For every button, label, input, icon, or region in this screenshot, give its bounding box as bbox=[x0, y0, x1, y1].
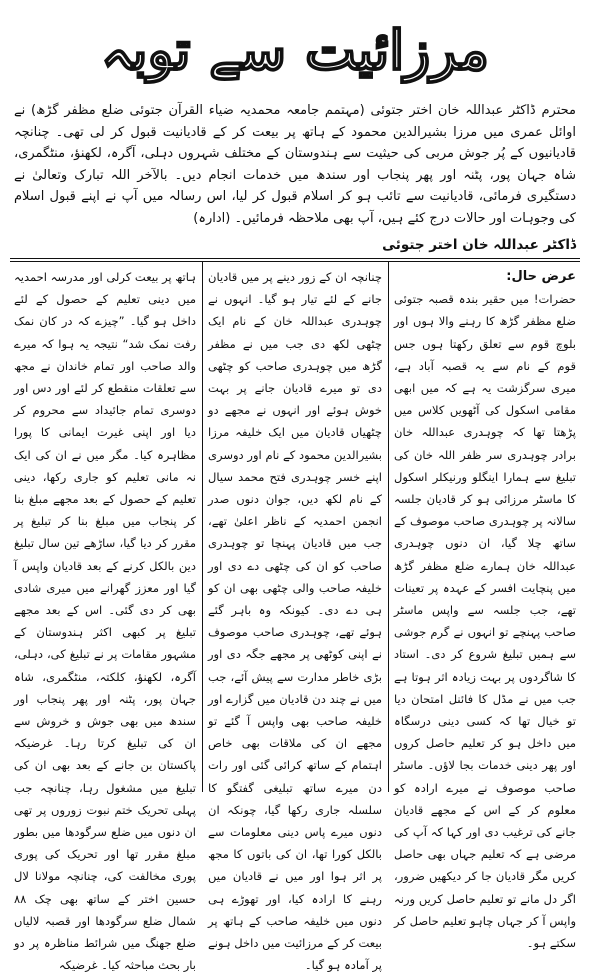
intro-paragraph: محترم ڈاکٹر عبداللہ خان اختر جتوئی (مہتمم جامعہ محمدیہ ضیاء القرآن جتوئی ضلع مظفر گڑھ) نے اوائل عمری میں مرزا بشیرالدین محمود کے ہاتھ پر بیعت کر کے قادیانیت قبول کر لی تھی۔ چنانچہ قادیانیوں کے پُر جوش مربی کی حیثیت سے ہندوستان کے مختلف شہروں دہلی، آگرہ، لکھنؤ، منٹگمری، شاہ جہان پور، پٹنہ اور پھر پنجاب اور سندھ میں خدمات انجام دیں۔ بالآخر اللہ تبارک وتعالیٰ نے دستگیری فرمائی، قادیانیت سے تائب ہو کر اسلام قبول کر لیا، اس رسالہ میں آپ نے اپنے قبول اسلام کی وجوہات اور حالات درج کئے ہیں، آپ بھی ملاحظہ فرمائیں۔ (ادارہ) bbox=[14, 103, 576, 226]
divider-line bbox=[10, 261, 580, 262]
column-divider bbox=[388, 262, 389, 792]
column-text: چنانچہ ان کے زور دینے پر میں قادیان جانے کے لئے تیار ہو گیا۔ انہوں نے چوہدری عبداللہ خان کے نام ایک چٹھی لکھ دی جب میں نے مظفر گڑھ میں چوہدری صاحب کو چٹھی دی تو میرے قادیان جانے پر بہت خوش ہوئے اور انہوں نے مجھے دو چٹھیاں قادیان میں ایک خلیفہ مرزا بشیرالدین محمود کے نام اور دوسری اپنے خسر چوہدری فتح محمد سیال کے نام لکھ دیں، جوان دنوں صدر انجمن احمدیہ کے ناظر اعلیٰ تھے، جب میں قادیان پہنچا تو چوہدری صاحب کو ان کی چٹھی دے دی اور خلیفہ صاحب والی چٹھی بھی ان کو ہی دے دی۔ کیونکہ وہ باہر گئے ہوئے تھے، چوہدری صاحب موصوف نے اپنی کوٹھی پر مجھے جگہ دی اور بڑی خاطر مدارت سے پیش آئے، جب میں نے چند دن قادیان میں گزارے اور خلیفہ صاحب بھی واپس آ گئے تو مجھے ان کی ملاقات بھی خاص اہتمام کے ساتھ کرائی گئی اور رات دن میرے ساتھ تبلیغی گفتگو کا سلسلہ جاری رکھا گیا، چونکہ ان دنوں میرے پاس دینی معلومات سے بالکل کورا تھا، ان کی باتوں کا مجھ پر اثر ہوا اور میں نے قادیان میں رہنے کا ارادہ کیا، اور تھوڑے ہی دنوں میں خلیفہ صاحب کے ہاتھ پر بیعت کر کے مرزائیت میں داخل ہونے پر آمادہ ہو گیا۔ bbox=[208, 270, 382, 973]
column-text: ہاتھ پر بیعت کرلی اور مدرسہ احمدیہ میں دینی تعلیم کے حصول کے لئے داخل ہو گیا۔ ”چیزے کہ در کان نمک رفت نمک شد“ نتیجہ یہ ہوا کہ میرے والد صاحب اور تمام خاندان نے مجھ سے تعلقات منقطع کر لئے اور دس اور دوسری تمام جائیداد سے محروم کر دیا اور اپنی غیرت ایمانی کا پورا مظاہرہ کیا۔ مگر میں نے ان کی ایک نہ مانی تعلیم کو جاری رکھا، دینی تعلیم کے حصول کے بعد مجھے مبلغ بنا کر پنجاب میں مبلغ بنا کر تبلیغ پر مقرر کر دیا گیا، ساڑھے تین سال تبلیغ دین بالکل کرنے کے بعد قادیان واپس آ گیا اور معزز گھرانے میں میری شادی بھی کر دی گئی۔ اس کے بعد مجھے تبلیغ پر کبھی اکثر ہندوستان کے مشہور مقامات پر نے تبلیغ کی، دہلی، آگرہ، لکھنؤ، کلکتہ، منٹگمری، شاہ جہان پور، پٹنہ اور پھر پنجاب اور سندھ میں بھی جوش و خروش سے ان کی تبلیغ کرتا رہا۔ غرضیکہ پاکستان بن جانے کے بعد بھی ان کی تبلیغ میں مشغول رہا، چنانچہ جب پہلی تحریک ختم نبوت زوروں پر تھی ان دنوں میں ضلع سرگودھا میں بطور مبلغ مقرر تھا اور تحریک کی پوری پوری مخالفت کی، چنانچہ مولانا لال حسین اختر کے ساتھ بھی چک ۸۸ شمال ضلع سرگودھا اور قصبہ لالیاں ضلع جھنگ میں شرائط مناظرہ پر دو بار بحث مباحثہ کیا۔ غرضیکہ bbox=[14, 270, 196, 973]
column-divider bbox=[202, 262, 203, 792]
article-column-right bbox=[394, 266, 576, 951]
section-heading: عرض حال: bbox=[506, 269, 576, 284]
column-text: حضرات! میں حقیر بندہ قصبہ جتوئی ضلع مظفر گڑھ کا رہنے والا ہوں اور بلوچ قوم سے تعلق رکھتا ہوں جس قوم کے نام سے یہ قصبہ آباد ہے، میری سرگزشت یہ ہے کہ میں ابھی مقامی اسکول کی آٹھویں کلاس میں پڑھتا تھا کہ چوہدری عبداللہ خان برادر چوہدری سر ظفر اللہ خان کی تبلیغ سے ہمارا اینگلو ورنیکلر اسکول کا ماسٹر مرزائی ہو کر قادیان جلسہ سالانہ پر چوہدری صاحب موصوف کے ساتھ چلا گیا، ان دنوں چوہدری عبداللہ خان ہمارے ضلع مظفر گڑھ میں پنچایت افسر کے عہدہ پر تعینات تھے، جب جلسہ سے واپس ماسٹر صاحب پہنچے تو انہوں نے گرم جوشی سے ہمیں تبلیغ شروع کر دی۔ استاد کا شاگردوں پر بہت زیادہ اثر ہوتا ہے جب میں نے مڈل کا فائنل امتحان دیا تو خیال تھا کہ کسی دینی درسگاہ میں داخل ہو کر تعلیم حاصل کروں اور پھر دینی خدمات بجا لاؤں۔ ماسٹر صاحب موصوف نے میرے ارادہ کو معلوم کر کے اس کے مجھے قادیان جانے کی ترغیب دی اور کہا کہ آپ کی مرضی ہے کہ تعلیم جہاں بھی حاصل کریں مگر قادیان جا کر دیکھیں ضرور، اگر دل مانے تو تعلیم حاصل کریں ورنہ واپس آ کر جہاں چاہو تعلیم حاصل کر سکتے ہو۔ bbox=[394, 292, 576, 951]
author-name: ڈاکٹر عبداللہ خان اختر جتوئی bbox=[382, 237, 576, 253]
article-column-middle bbox=[208, 266, 382, 973]
page-title: مرزائیت سے توبہ bbox=[100, 18, 490, 82]
divider-line bbox=[10, 258, 580, 259]
article-column-left bbox=[14, 266, 196, 973]
